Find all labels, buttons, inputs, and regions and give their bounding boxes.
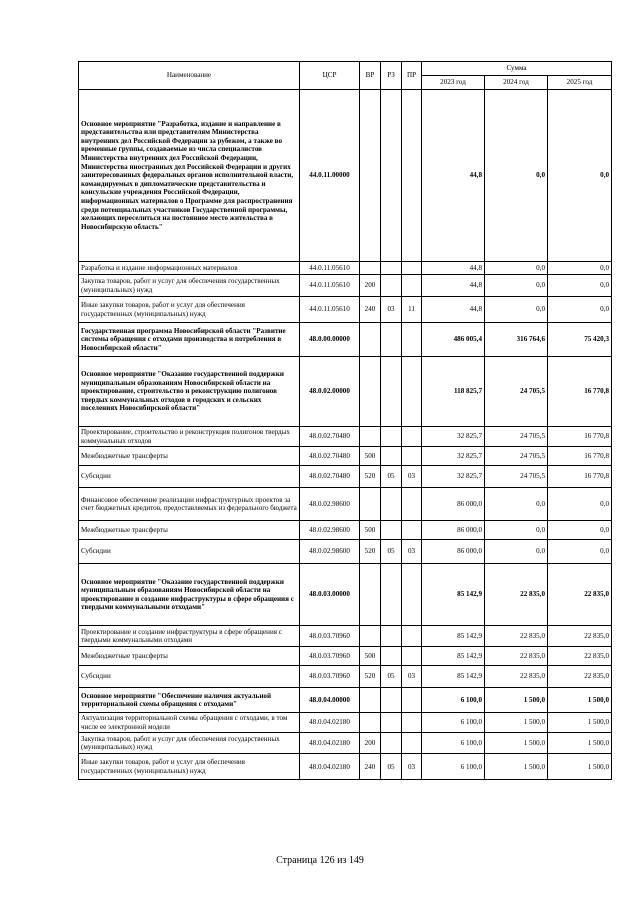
cell-2023: 32 825,7	[422, 447, 485, 466]
cell-csr: 48.0.03.70960	[300, 666, 360, 688]
cell-name: Закупка товаров, работ и услуг для обеспечения государственных (муниципальных) нужд	[79, 275, 300, 297]
cell-csr: 48.0.02.70480	[300, 427, 360, 447]
cell-vr	[360, 626, 381, 647]
cell-rz	[381, 521, 402, 540]
cell-2025: 0,0	[548, 521, 612, 540]
cell-name: Финансовое обеспечение реализации инфраструктурных проектов за счет бюджетных кредитов, предоставляемых из федерального бюджета	[79, 488, 300, 521]
table-row	[79, 564, 612, 626]
cell-2023: 32 825,7	[422, 427, 485, 447]
cell-2023: 85 142,9	[422, 647, 485, 666]
cell-vr	[360, 688, 381, 713]
cell-name: Межбюджетные трансферты	[79, 521, 300, 540]
cell-2025: 16 770,8	[548, 466, 612, 488]
cell-rz	[381, 647, 402, 666]
cell-2023: 6 100,0	[422, 688, 485, 713]
cell-rz	[381, 447, 402, 466]
cell-2024: 24 705,5	[485, 357, 548, 427]
cell-name: Основное мероприятие "Обеспечение наличия актуальной территориальной схемы обращения с отходами"	[79, 688, 300, 713]
cell-name: Субсидии	[79, 540, 300, 564]
cell-vr	[360, 90, 381, 262]
cell-2023: 86 000,0	[422, 540, 485, 564]
cell-2025: 22 835,0	[548, 647, 612, 666]
cell-vr	[360, 713, 381, 733]
cell-vr: 520	[360, 540, 381, 564]
cell-csr: 48.0.04.00000	[300, 688, 360, 713]
cell-name: Проектирование, строительство и реконструкция полигонов твердых коммунальных отходов	[79, 427, 300, 447]
table-row	[79, 733, 612, 754]
table-row	[79, 626, 612, 647]
cell-pr	[402, 90, 422, 262]
cell-2023: 486 005,4	[422, 323, 485, 357]
cell-2024: 0,0	[485, 262, 548, 275]
cell-csr: 48.0.02.98600	[300, 521, 360, 540]
cell-2025: 0,0	[548, 540, 612, 564]
cell-rz	[381, 733, 402, 754]
cell-name: Субсидии	[79, 666, 300, 688]
cell-2024: 22 835,0	[485, 564, 548, 626]
cell-rz	[381, 626, 402, 647]
cell-pr	[402, 323, 422, 357]
cell-2023: 118 825,7	[422, 357, 485, 427]
table-row	[79, 447, 612, 466]
cell-name: Основное мероприятие "Разработка, издание и направление в представительства или представителям Министерства внутренних дел Российской Федерации за рубежом, а также во временные группы, создаваемые из числа специалистов Министерства внутренних дел Российской Федерации, Министерства иностранных дел Российской Федерации и других заинтересованных федеральных органов исполнительной власти, командируемых в дипломатические представительства и консульские учреждения Российской Федерации, информационных материалов о Программе для распространения среди потенциальных участников Государственной программы, желающих переселиться на постоянное место жительства в Новосибирскую область"	[79, 90, 300, 262]
table-row	[79, 90, 612, 262]
cell-2025: 22 835,0	[548, 666, 612, 688]
table-body	[79, 90, 612, 780]
cell-vr: 520	[360, 666, 381, 688]
cell-rz: 05	[381, 540, 402, 564]
cell-vr	[360, 323, 381, 357]
cell-2024: 0,0	[485, 488, 548, 521]
cell-pr	[402, 626, 422, 647]
cell-rz	[381, 323, 402, 357]
cell-vr: 520	[360, 466, 381, 488]
cell-2024: 1 500,0	[485, 733, 548, 754]
cell-name: Иные закупки товаров, работ и услуг для обеспечения государственных (муниципальных) нужд	[79, 754, 300, 780]
cell-name: Актуализация территориальной схемы обращения с отходами, в том числе ее электронной модели	[79, 713, 300, 733]
cell-name: Межбюджетные трансферты	[79, 447, 300, 466]
table-row	[79, 666, 612, 688]
header-pr: ПР	[402, 62, 422, 90]
header-name: Наименование	[79, 62, 300, 90]
cell-csr: 48.0.04.02180	[300, 713, 360, 733]
header-year-2024: 2024 год	[485, 76, 548, 90]
cell-csr: 48.0.00.00000	[300, 323, 360, 357]
cell-csr: 44.0.11.05610	[300, 297, 360, 323]
cell-2023: 44,8	[422, 90, 485, 262]
cell-2024: 316 764,6	[485, 323, 548, 357]
table-row	[79, 466, 612, 488]
cell-csr: 48.0.02.98600	[300, 488, 360, 521]
table-row	[79, 688, 612, 713]
cell-csr: 48.0.04.02180	[300, 754, 360, 780]
cell-csr: 48.0.04.02180	[300, 733, 360, 754]
cell-2025: 16 770,8	[548, 427, 612, 447]
cell-name: Основное мероприятие "Оказание государственной поддержки муниципальным образованиям Новосибирской области на проектирование, строительство и реконструкцию полигонов твердых коммунальных отходов в городских и сельских поселениях Новосибирской области"	[79, 357, 300, 427]
cell-2023: 85 142,9	[422, 626, 485, 647]
cell-2023: 6 100,0	[422, 754, 485, 780]
page-number: Страница 126 из 149	[276, 855, 364, 866]
cell-csr: 48.0.02.70480	[300, 447, 360, 466]
cell-pr	[402, 275, 422, 297]
cell-rz	[381, 357, 402, 427]
cell-2025: 0,0	[548, 90, 612, 262]
cell-2025: 0,0	[548, 275, 612, 297]
cell-name: Закупка товаров, работ и услуг для обеспечения государственных (муниципальных) нужд	[79, 733, 300, 754]
cell-vr	[360, 262, 381, 275]
cell-2024: 1 500,0	[485, 688, 548, 713]
cell-csr: 48.0.03.70960	[300, 626, 360, 647]
header-sum: Сумма	[422, 62, 612, 76]
cell-rz: 05	[381, 666, 402, 688]
table-row	[79, 323, 612, 357]
cell-vr: 240	[360, 754, 381, 780]
cell-2025: 0,0	[548, 297, 612, 323]
cell-2025: 22 835,0	[548, 564, 612, 626]
cell-pr	[402, 647, 422, 666]
budget-table-container	[78, 61, 612, 780]
cell-name: Межбюджетные трансферты	[79, 647, 300, 666]
cell-pr: 03	[402, 466, 422, 488]
cell-name: Субсидии	[79, 466, 300, 488]
cell-vr: 500	[360, 447, 381, 466]
cell-vr	[360, 488, 381, 521]
table-row	[79, 357, 612, 427]
cell-2024: 22 835,0	[485, 666, 548, 688]
header-rz: РЗ	[381, 62, 402, 90]
cell-name: Проектирование и создание инфраструктуры в сфере обращения с твердыми коммунальными отходами	[79, 626, 300, 647]
cell-2025: 0,0	[548, 488, 612, 521]
cell-2024: 22 835,0	[485, 647, 548, 666]
cell-2023: 44,8	[422, 275, 485, 297]
cell-vr: 500	[360, 647, 381, 666]
cell-2023: 86 000,0	[422, 521, 485, 540]
cell-2024: 0,0	[485, 275, 548, 297]
cell-pr	[402, 488, 422, 521]
cell-pr: 03	[402, 666, 422, 688]
cell-pr	[402, 713, 422, 733]
table-row	[79, 297, 612, 323]
cell-2024: 1 500,0	[485, 713, 548, 733]
cell-csr: 44.0.11.05610	[300, 275, 360, 297]
table-row	[79, 275, 612, 297]
cell-pr	[402, 521, 422, 540]
cell-2025: 75 420,3	[548, 323, 612, 357]
cell-2023: 85 142,9	[422, 564, 485, 626]
cell-2025: 1 500,0	[548, 688, 612, 713]
header-year-2023: 2023 год	[422, 76, 485, 90]
header-year-2025: 2025 год	[548, 76, 612, 90]
cell-2023: 44,8	[422, 297, 485, 323]
cell-vr: 200	[360, 275, 381, 297]
cell-2023: 85 142,9	[422, 666, 485, 688]
cell-rz	[381, 713, 402, 733]
cell-2024: 24 705,5	[485, 447, 548, 466]
cell-2024: 22 835,0	[485, 626, 548, 647]
cell-rz	[381, 488, 402, 521]
cell-2023: 6 100,0	[422, 713, 485, 733]
table-row	[79, 713, 612, 733]
cell-2025: 22 835,0	[548, 626, 612, 647]
cell-2025: 16 770,8	[548, 357, 612, 427]
table-row	[79, 647, 612, 666]
cell-2025: 0,0	[548, 262, 612, 275]
cell-vr: 500	[360, 521, 381, 540]
cell-csr: 48.0.02.98600	[300, 540, 360, 564]
cell-2023: 32 825,7	[422, 466, 485, 488]
cell-pr: 03	[402, 754, 422, 780]
cell-pr: 03	[402, 540, 422, 564]
cell-rz	[381, 564, 402, 626]
cell-2024: 1 500,0	[485, 754, 548, 780]
cell-2024: 24 705,5	[485, 466, 548, 488]
header-csr: ЦСР	[300, 62, 360, 90]
cell-csr: 44.0.11.05610	[300, 262, 360, 275]
cell-csr: 48.0.02.70480	[300, 466, 360, 488]
cell-name: Иные закупки товаров, работ и услуг для обеспечения государственных (муниципальных) нужд	[79, 297, 300, 323]
table-row	[79, 262, 612, 275]
cell-pr	[402, 262, 422, 275]
cell-2025: 1 500,0	[548, 713, 612, 733]
cell-rz	[381, 262, 402, 275]
cell-rz: 03	[381, 297, 402, 323]
table-row	[79, 521, 612, 540]
cell-2023: 44,8	[422, 262, 485, 275]
cell-pr	[402, 447, 422, 466]
cell-rz	[381, 688, 402, 713]
cell-2025: 1 500,0	[548, 733, 612, 754]
budget-table	[78, 61, 612, 780]
cell-vr: 240	[360, 297, 381, 323]
header-vr: ВР	[360, 62, 381, 90]
cell-pr	[402, 733, 422, 754]
cell-vr: 200	[360, 733, 381, 754]
cell-vr	[360, 357, 381, 427]
cell-csr: 48.0.02.00000	[300, 357, 360, 427]
cell-rz: 05	[381, 754, 402, 780]
cell-2024: 24 705,5	[485, 427, 548, 447]
table-row	[79, 754, 612, 780]
cell-vr	[360, 564, 381, 626]
cell-rz	[381, 275, 402, 297]
cell-pr: 11	[402, 297, 422, 323]
cell-2023: 86 000,0	[422, 488, 485, 521]
table-row	[79, 427, 612, 447]
table-row	[79, 540, 612, 564]
cell-2025: 16 770,8	[548, 447, 612, 466]
cell-2024: 0,0	[485, 90, 548, 262]
cell-name: Государственная программа Новосибирской области "Развитие системы обращения с отходами производства и потребления в Новосибирской области"	[79, 323, 300, 357]
cell-pr	[402, 564, 422, 626]
cell-pr	[402, 688, 422, 713]
cell-csr: 48.0.03.00000	[300, 564, 360, 626]
cell-2024: 0,0	[485, 521, 548, 540]
cell-rz	[381, 90, 402, 262]
cell-csr: 48.0.03.70960	[300, 647, 360, 666]
table-row	[79, 488, 612, 521]
cell-pr	[402, 357, 422, 427]
cell-rz	[381, 427, 402, 447]
cell-vr	[360, 427, 381, 447]
cell-rz: 05	[381, 466, 402, 488]
cell-name: Разработка и издание информационных материалов	[79, 262, 300, 275]
cell-2024: 0,0	[485, 297, 548, 323]
cell-pr	[402, 427, 422, 447]
cell-2023: 6 100,0	[422, 733, 485, 754]
cell-name: Основное мероприятие "Оказание государственной поддержки муниципальным образованиям Новосибирской области на проектирование и создание инфраструктуры в сфере обращения с твердыми коммунальными отходами"	[79, 564, 300, 626]
cell-2025: 1 500,0	[548, 754, 612, 780]
cell-2024: 0,0	[485, 540, 548, 564]
cell-csr: 44.0.11.00000	[300, 90, 360, 262]
